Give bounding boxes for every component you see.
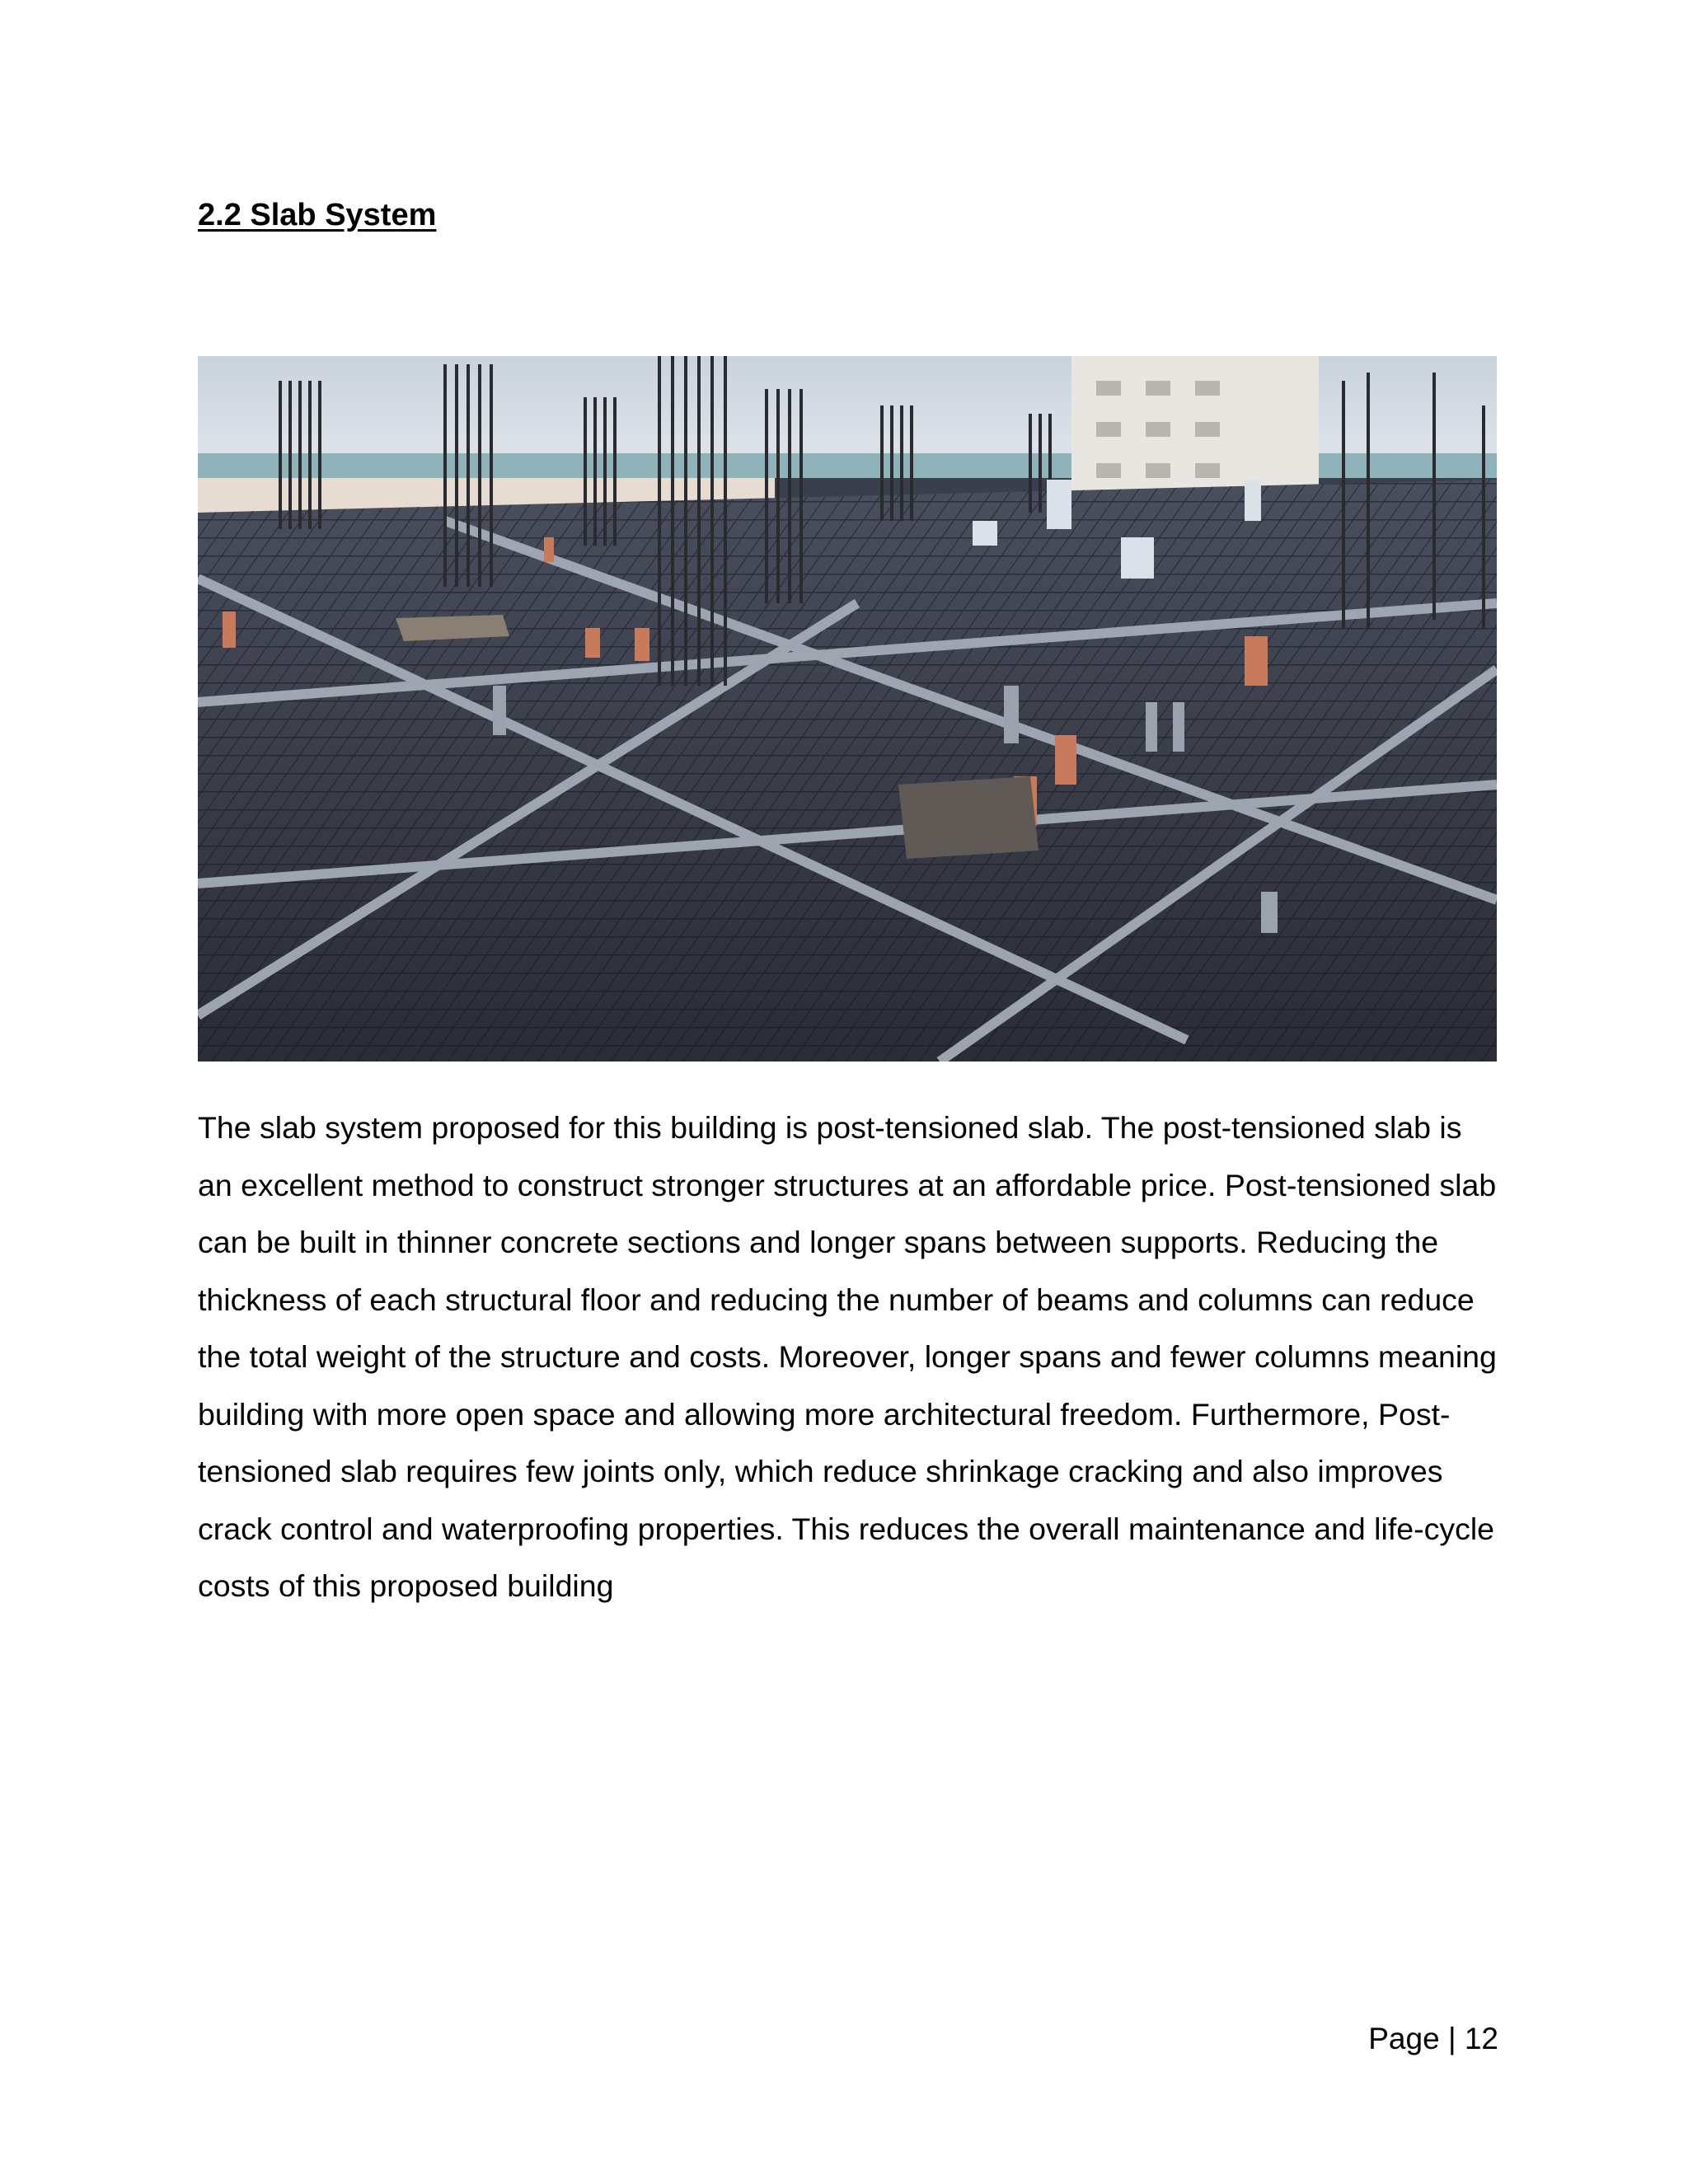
page-number: Page | 12 bbox=[1368, 2022, 1498, 2055]
construction-site-photo bbox=[198, 356, 1497, 1062]
construction-photo-icon bbox=[198, 356, 1497, 1062]
section-heading: 2.2 Slab System bbox=[198, 198, 437, 232]
body-paragraph: The slab system proposed for this building is post-tensioned slab. The post-tensioned slab is an excellent method to construct stronger structures at an affordable price. Post-tensioned slab can be built in thinner concrete sections and longer spans between supports. Reducing the thickness of each structural floor and reducing the number of beams and columns can reduce the total weight of the structure and costs. Moreover, longer spans and fewer columns meaning building with more open space and allowing more architectural freedom. Furthermore, Post-tensioned slab requires few joints only, which reduce shrinkage cracking and also improves crack control and waterproofing properties. This reduces the overall maintenance and life-cycle costs of this proposed building bbox=[198, 1110, 1497, 1603]
